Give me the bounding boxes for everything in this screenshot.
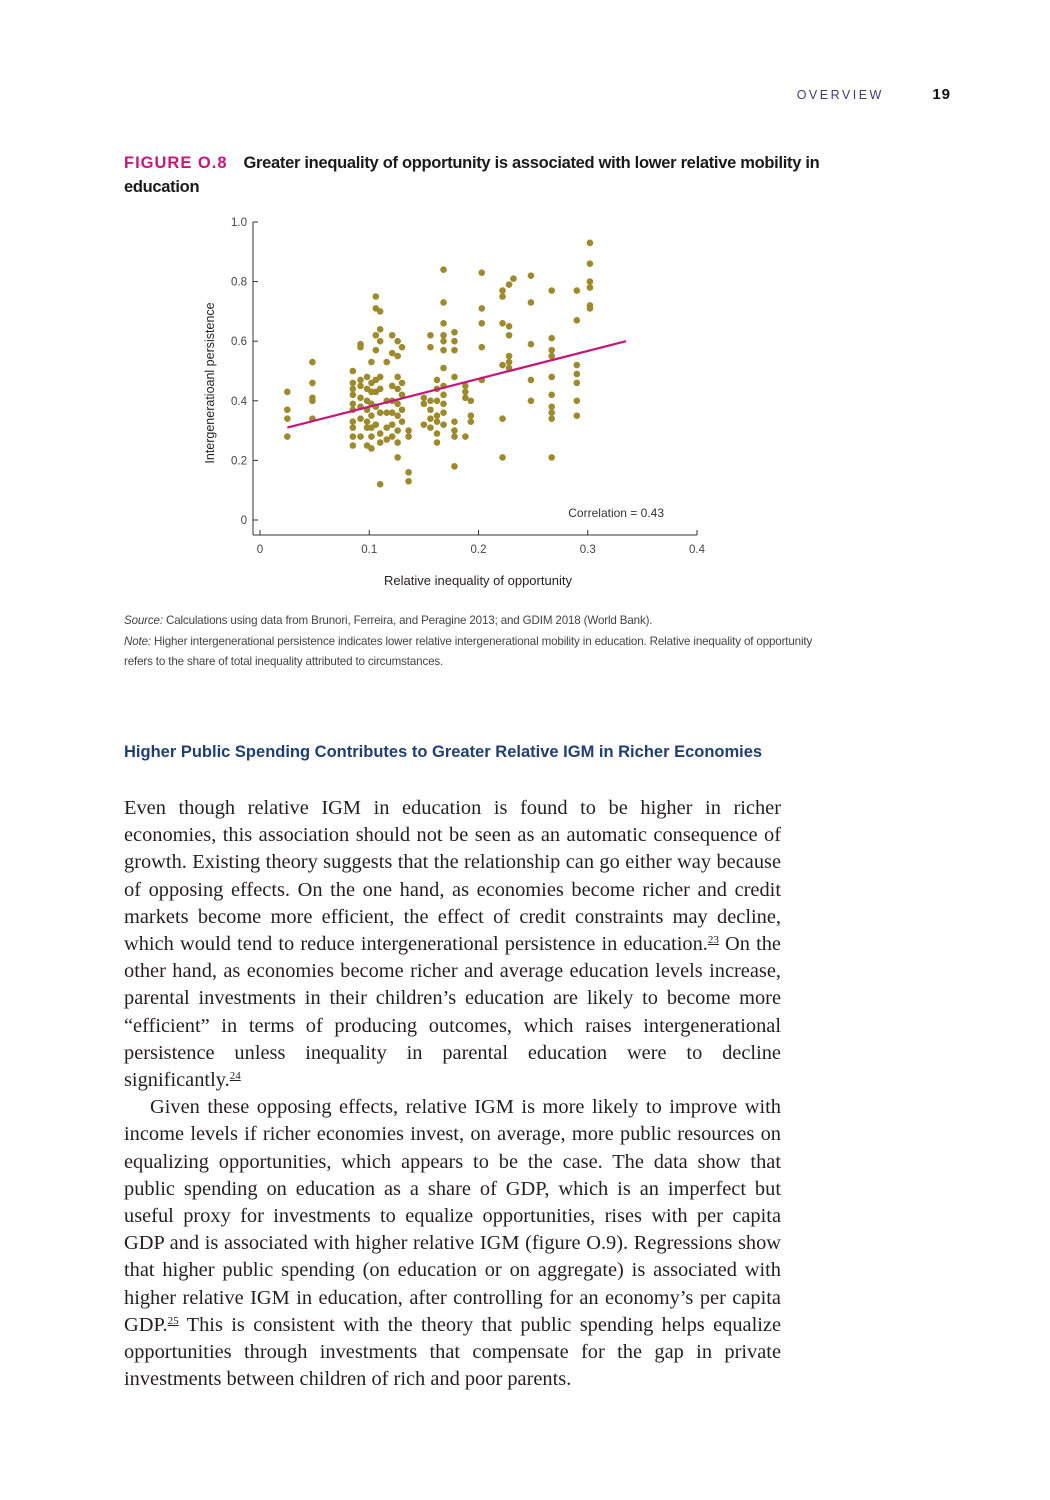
data-point bbox=[510, 275, 517, 282]
data-point bbox=[427, 332, 434, 339]
data-point bbox=[451, 329, 458, 336]
data-point bbox=[468, 418, 475, 425]
data-point bbox=[405, 469, 412, 476]
footnote-ref-25[interactable]: 25 bbox=[167, 1314, 179, 1327]
data-point bbox=[548, 374, 555, 381]
data-point bbox=[548, 392, 555, 399]
note bbox=[124, 632, 824, 673]
data-point bbox=[357, 344, 364, 351]
data-point bbox=[309, 380, 316, 387]
data-point bbox=[506, 359, 513, 366]
data-point bbox=[506, 323, 513, 330]
data-point bbox=[451, 347, 458, 354]
data-point bbox=[462, 389, 469, 396]
data-point bbox=[357, 433, 364, 440]
data-point bbox=[350, 400, 357, 407]
data-point bbox=[309, 398, 316, 405]
note-text: Higher intergenerational persistence indicates lower relative intergenerational mobility in education. Relative inequality of opportunity refers to the share of total inequality attributed to circumstances. bbox=[124, 634, 813, 668]
data-point bbox=[377, 386, 384, 393]
x-tick-label: 0.1 bbox=[361, 544, 378, 556]
data-point bbox=[377, 430, 384, 437]
data-point bbox=[451, 374, 458, 381]
data-point bbox=[368, 433, 375, 440]
body-text bbox=[124, 795, 781, 1393]
data-point bbox=[548, 347, 555, 354]
data-point bbox=[499, 454, 506, 461]
data-point bbox=[587, 278, 594, 285]
data-point bbox=[574, 371, 581, 378]
data-point bbox=[350, 392, 357, 399]
data-point bbox=[284, 415, 291, 422]
data-point bbox=[506, 353, 513, 360]
data-point bbox=[389, 332, 396, 339]
data-point bbox=[394, 427, 401, 434]
data-point bbox=[574, 362, 581, 369]
data-point bbox=[284, 433, 291, 440]
data-point bbox=[357, 415, 364, 422]
data-point bbox=[440, 299, 447, 306]
data-point bbox=[506, 332, 513, 339]
data-point bbox=[587, 284, 594, 291]
data-point bbox=[284, 389, 291, 396]
data-point bbox=[389, 433, 396, 440]
data-point bbox=[377, 481, 384, 488]
x-tick-label: 0.4 bbox=[689, 544, 705, 556]
y-tick-label: 0.4 bbox=[231, 395, 247, 408]
paragraph-1 bbox=[124, 795, 781, 1094]
data-point bbox=[451, 418, 458, 425]
data-point bbox=[548, 454, 555, 461]
figure-label: FIGURE O.8 bbox=[124, 154, 228, 172]
data-point bbox=[574, 287, 581, 294]
data-point bbox=[394, 374, 401, 381]
data-point bbox=[587, 260, 594, 267]
data-point bbox=[548, 409, 555, 416]
data-point bbox=[368, 359, 375, 366]
data-point bbox=[373, 293, 380, 300]
data-point bbox=[528, 299, 535, 306]
data-point bbox=[434, 412, 441, 419]
data-point bbox=[399, 406, 406, 413]
data-point bbox=[440, 266, 447, 273]
data-point bbox=[434, 418, 441, 425]
data-point bbox=[394, 400, 401, 407]
data-point bbox=[462, 433, 469, 440]
data-point bbox=[528, 272, 535, 279]
data-point bbox=[548, 415, 555, 422]
data-point bbox=[284, 406, 291, 413]
data-point bbox=[451, 433, 458, 440]
x-axis-label: Relative inequality of opportunity bbox=[384, 573, 572, 588]
data-point bbox=[350, 424, 357, 431]
data-point bbox=[394, 386, 401, 393]
data-point bbox=[478, 305, 485, 312]
data-point bbox=[399, 418, 406, 425]
data-point bbox=[548, 403, 555, 410]
data-point bbox=[364, 418, 371, 425]
data-point bbox=[350, 386, 357, 393]
data-point bbox=[574, 380, 581, 387]
data-point bbox=[373, 347, 380, 354]
data-point bbox=[364, 374, 371, 381]
source-label: Source: bbox=[124, 614, 163, 627]
data-point bbox=[440, 400, 447, 407]
data-point bbox=[394, 439, 401, 446]
running-head-section: OVERVIEW bbox=[796, 88, 884, 102]
data-point bbox=[528, 398, 535, 405]
data-point bbox=[350, 442, 357, 449]
data-point bbox=[451, 427, 458, 434]
data-point bbox=[548, 287, 555, 294]
scatter-chart bbox=[190, 205, 730, 600]
data-point bbox=[478, 344, 485, 351]
data-point bbox=[440, 365, 447, 372]
x-tick-label: 0.2 bbox=[470, 544, 487, 556]
note-label: Note: bbox=[124, 634, 151, 648]
x-tick-label: 0.3 bbox=[579, 544, 596, 556]
data-point bbox=[421, 400, 428, 407]
data-point bbox=[468, 412, 475, 419]
data-point bbox=[499, 320, 506, 327]
data-point bbox=[434, 439, 441, 446]
data-point bbox=[350, 418, 357, 425]
data-point bbox=[350, 368, 357, 375]
x-tick-label: 0 bbox=[256, 544, 264, 556]
data-point bbox=[399, 344, 406, 351]
data-point bbox=[434, 377, 441, 384]
footnote-ref-24[interactable]: 24 bbox=[229, 1070, 241, 1083]
figure-notes bbox=[124, 611, 824, 673]
data-point bbox=[357, 395, 364, 402]
data-point bbox=[587, 240, 594, 247]
data-point bbox=[377, 439, 384, 446]
data-point bbox=[499, 362, 506, 369]
data-point bbox=[440, 347, 447, 354]
data-point bbox=[434, 430, 441, 437]
data-point bbox=[377, 338, 384, 345]
data-point bbox=[478, 320, 485, 327]
data-point bbox=[421, 395, 428, 402]
footnote-ref-23[interactable]: 23 bbox=[707, 934, 719, 947]
data-point bbox=[451, 338, 458, 345]
data-point bbox=[377, 308, 384, 315]
data-point bbox=[451, 463, 458, 470]
data-point bbox=[440, 409, 447, 416]
paragraph-1-part-a: Even though relative IGM in education is found to be higher in richer economies, this association should not be seen as an automatic consequence of growth. Existing theory suggests that the relationship can go either way because of opposing effects. On the one hand, as economies become richer and credit markets become more efficient, the effect of credit constraints may decline, which would tend to reduce intergenerational persistence in education. bbox=[124, 797, 781, 956]
data-point bbox=[394, 338, 401, 345]
data-point bbox=[357, 377, 364, 384]
paragraph-1-part-b: On the other hand, as economies become richer and average education levels increase, parental investments in their children’s education are likely to become more “efficient” in terms of producing outcomes, which raises intergenerational persistence unless inequality in parental education were to decline significantly. bbox=[124, 933, 781, 1092]
y-axis-label: Intergeneratioanl persistence bbox=[203, 302, 217, 464]
data-point bbox=[440, 320, 447, 327]
data-point bbox=[394, 412, 401, 419]
source-note bbox=[124, 611, 824, 632]
data-point bbox=[394, 454, 401, 461]
running-head bbox=[797, 86, 951, 104]
data-point bbox=[427, 406, 434, 413]
data-point bbox=[405, 478, 412, 485]
data-point bbox=[373, 332, 380, 339]
data-point bbox=[506, 281, 513, 288]
y-tick-label: 0.8 bbox=[231, 276, 247, 289]
data-point bbox=[373, 421, 380, 428]
data-point bbox=[499, 293, 506, 300]
y-tick-label: 1.0 bbox=[231, 217, 247, 229]
y-tick-label: 0.2 bbox=[231, 455, 247, 468]
data-point bbox=[574, 317, 581, 324]
source-text: Calculations using data from Brunori, Ferreira, and Peragine 2013; and GDIM 2018 (World Bank). bbox=[162, 614, 653, 627]
data-point bbox=[528, 377, 535, 384]
data-point bbox=[377, 326, 384, 333]
data-point bbox=[377, 374, 384, 381]
data-point bbox=[399, 380, 406, 387]
data-point bbox=[587, 305, 594, 312]
data-point bbox=[377, 409, 384, 416]
data-point bbox=[309, 359, 316, 366]
section-heading: Higher Public Spending Contributes to Greater Relative IGM in Richer Economies bbox=[124, 743, 763, 761]
data-point bbox=[405, 433, 412, 440]
correlation-annotation: Correlation = 0.43 bbox=[568, 506, 664, 520]
data-point bbox=[383, 359, 390, 366]
data-point bbox=[389, 421, 396, 428]
data-point bbox=[394, 353, 401, 360]
data-point bbox=[427, 424, 434, 431]
data-point bbox=[440, 332, 447, 339]
paragraph-2-part-a: Given these opposing effects, relative IGM is more likely to improve with income levels if richer economies invest, on average, more public resources on equalizing opportunities, which appears to be the case. The data show that public spending on education as a share of GDP, which is an imperfect but useful proxy for investments to equalize opportunities, rises with per capita GDP and is associated with higher relative IGM (figure O.9). Regressions show that higher public spending (on education or on aggregate) is associated with higher relative IGM in education, after controlling for an economy’s per capita GDP. bbox=[124, 1096, 781, 1336]
data-point bbox=[499, 287, 506, 294]
data-point bbox=[440, 392, 447, 399]
data-point bbox=[368, 445, 375, 452]
data-point bbox=[427, 398, 434, 405]
y-tick-label: 0 bbox=[240, 515, 247, 527]
data-point bbox=[427, 344, 434, 351]
data-point bbox=[350, 433, 357, 440]
figure-caption bbox=[124, 151, 824, 199]
data-point bbox=[499, 415, 506, 422]
data-point bbox=[574, 412, 581, 419]
figure-title: Greater inequality of opportunity is associated with lower relative mobility in education bbox=[124, 154, 820, 196]
paragraph-2 bbox=[124, 1094, 781, 1393]
data-point bbox=[350, 380, 357, 387]
data-point bbox=[478, 269, 485, 276]
data-point bbox=[548, 353, 555, 360]
data-point bbox=[421, 421, 428, 428]
data-point bbox=[440, 338, 447, 345]
page-number: 19 bbox=[932, 86, 951, 103]
data-point bbox=[405, 427, 412, 434]
data-point bbox=[548, 335, 555, 342]
data-point bbox=[434, 398, 441, 405]
data-point bbox=[468, 398, 475, 405]
data-point bbox=[368, 412, 375, 419]
data-point bbox=[440, 421, 447, 428]
paragraph-2-part-b: This is consistent with the theory that public spending helps equalize opportunities through investments that compensate for the gap in private investments between children of rich and poor parents. bbox=[124, 1313, 781, 1391]
data-point bbox=[528, 341, 535, 348]
data-point bbox=[427, 415, 434, 422]
data-point bbox=[574, 398, 581, 405]
data-point bbox=[357, 383, 364, 390]
y-tick-label: 0.6 bbox=[231, 336, 247, 349]
